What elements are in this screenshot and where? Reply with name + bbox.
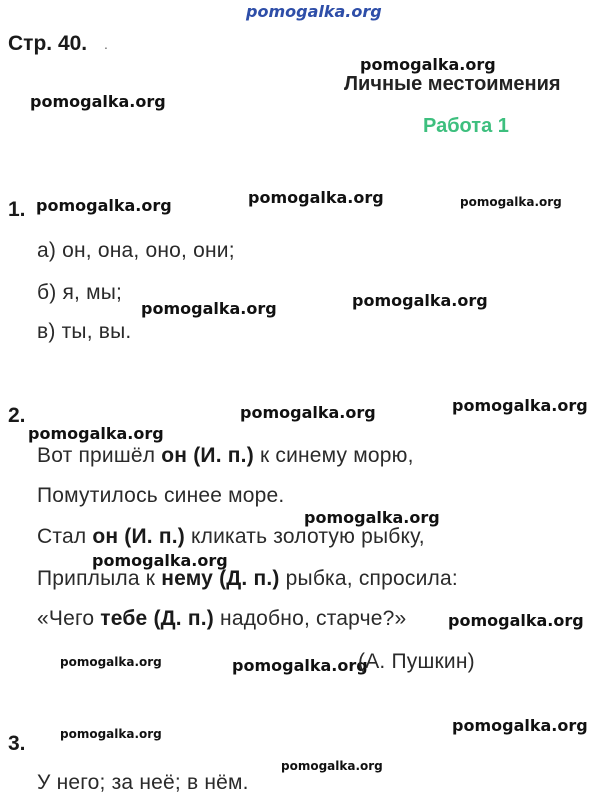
watermark: pomogalka.org (304, 508, 440, 527)
watermark: pomogalka.org (360, 55, 496, 74)
watermark: pomogalka.org (452, 396, 588, 415)
watermark: pomogalka.org (452, 716, 588, 735)
watermark: pomogalka.org (60, 655, 162, 669)
poem-author: (А. Пушкин) (358, 650, 475, 673)
poem-line-1: Вот пришёл он (И. п.) к синему морю, (37, 444, 414, 467)
poem-line-2: Помутилось синее море. (37, 484, 285, 507)
poem-line-5: «Чего тебе (Д. п.) надобно, старче?» (37, 607, 407, 630)
watermark: pomogalka.org (28, 424, 164, 443)
task2-number: 2. (8, 404, 26, 427)
watermark: pomogalka.org (30, 92, 166, 111)
watermark: pomogalka.org (460, 195, 562, 209)
task1-line-b: б) я, мы; (37, 281, 123, 304)
page-number: Стр. 40. (8, 32, 88, 55)
watermark: pomogalka.org (448, 611, 584, 630)
poem-line-4: Приплыла к нему (Д. п.) рыбка, спросила: (37, 567, 458, 590)
task1-number: 1. (8, 198, 26, 221)
watermark: pomogalka.org (141, 299, 277, 318)
page-subtitle: Работа 1 (423, 115, 509, 137)
watermark: pomogalka.org (60, 727, 162, 741)
watermark: pomogalka.org (248, 188, 384, 207)
watermark: pomogalka.org (352, 291, 488, 310)
task3-number: 3. (8, 732, 26, 755)
watermark: pomogalka.org (232, 656, 368, 675)
watermark-top: pomogalka.org (246, 2, 382, 21)
watermark: pomogalka.org (92, 551, 228, 570)
task1-line-c: в) ты, вы. (37, 320, 132, 343)
watermark: pomogalka.org (36, 196, 172, 215)
poem-line-3: Стал он (И. п.) кликать золотую рыбку, (37, 525, 425, 548)
page-number-mark: . (104, 36, 108, 52)
watermark: pomogalka.org (240, 403, 376, 422)
page-title: Личные местоимения (344, 73, 561, 95)
task3-answer: У него; за неё; в нём. (37, 771, 249, 794)
watermark: pomogalka.org (281, 759, 383, 773)
task1-line-a: а) он, она, оно, они; (37, 239, 235, 262)
